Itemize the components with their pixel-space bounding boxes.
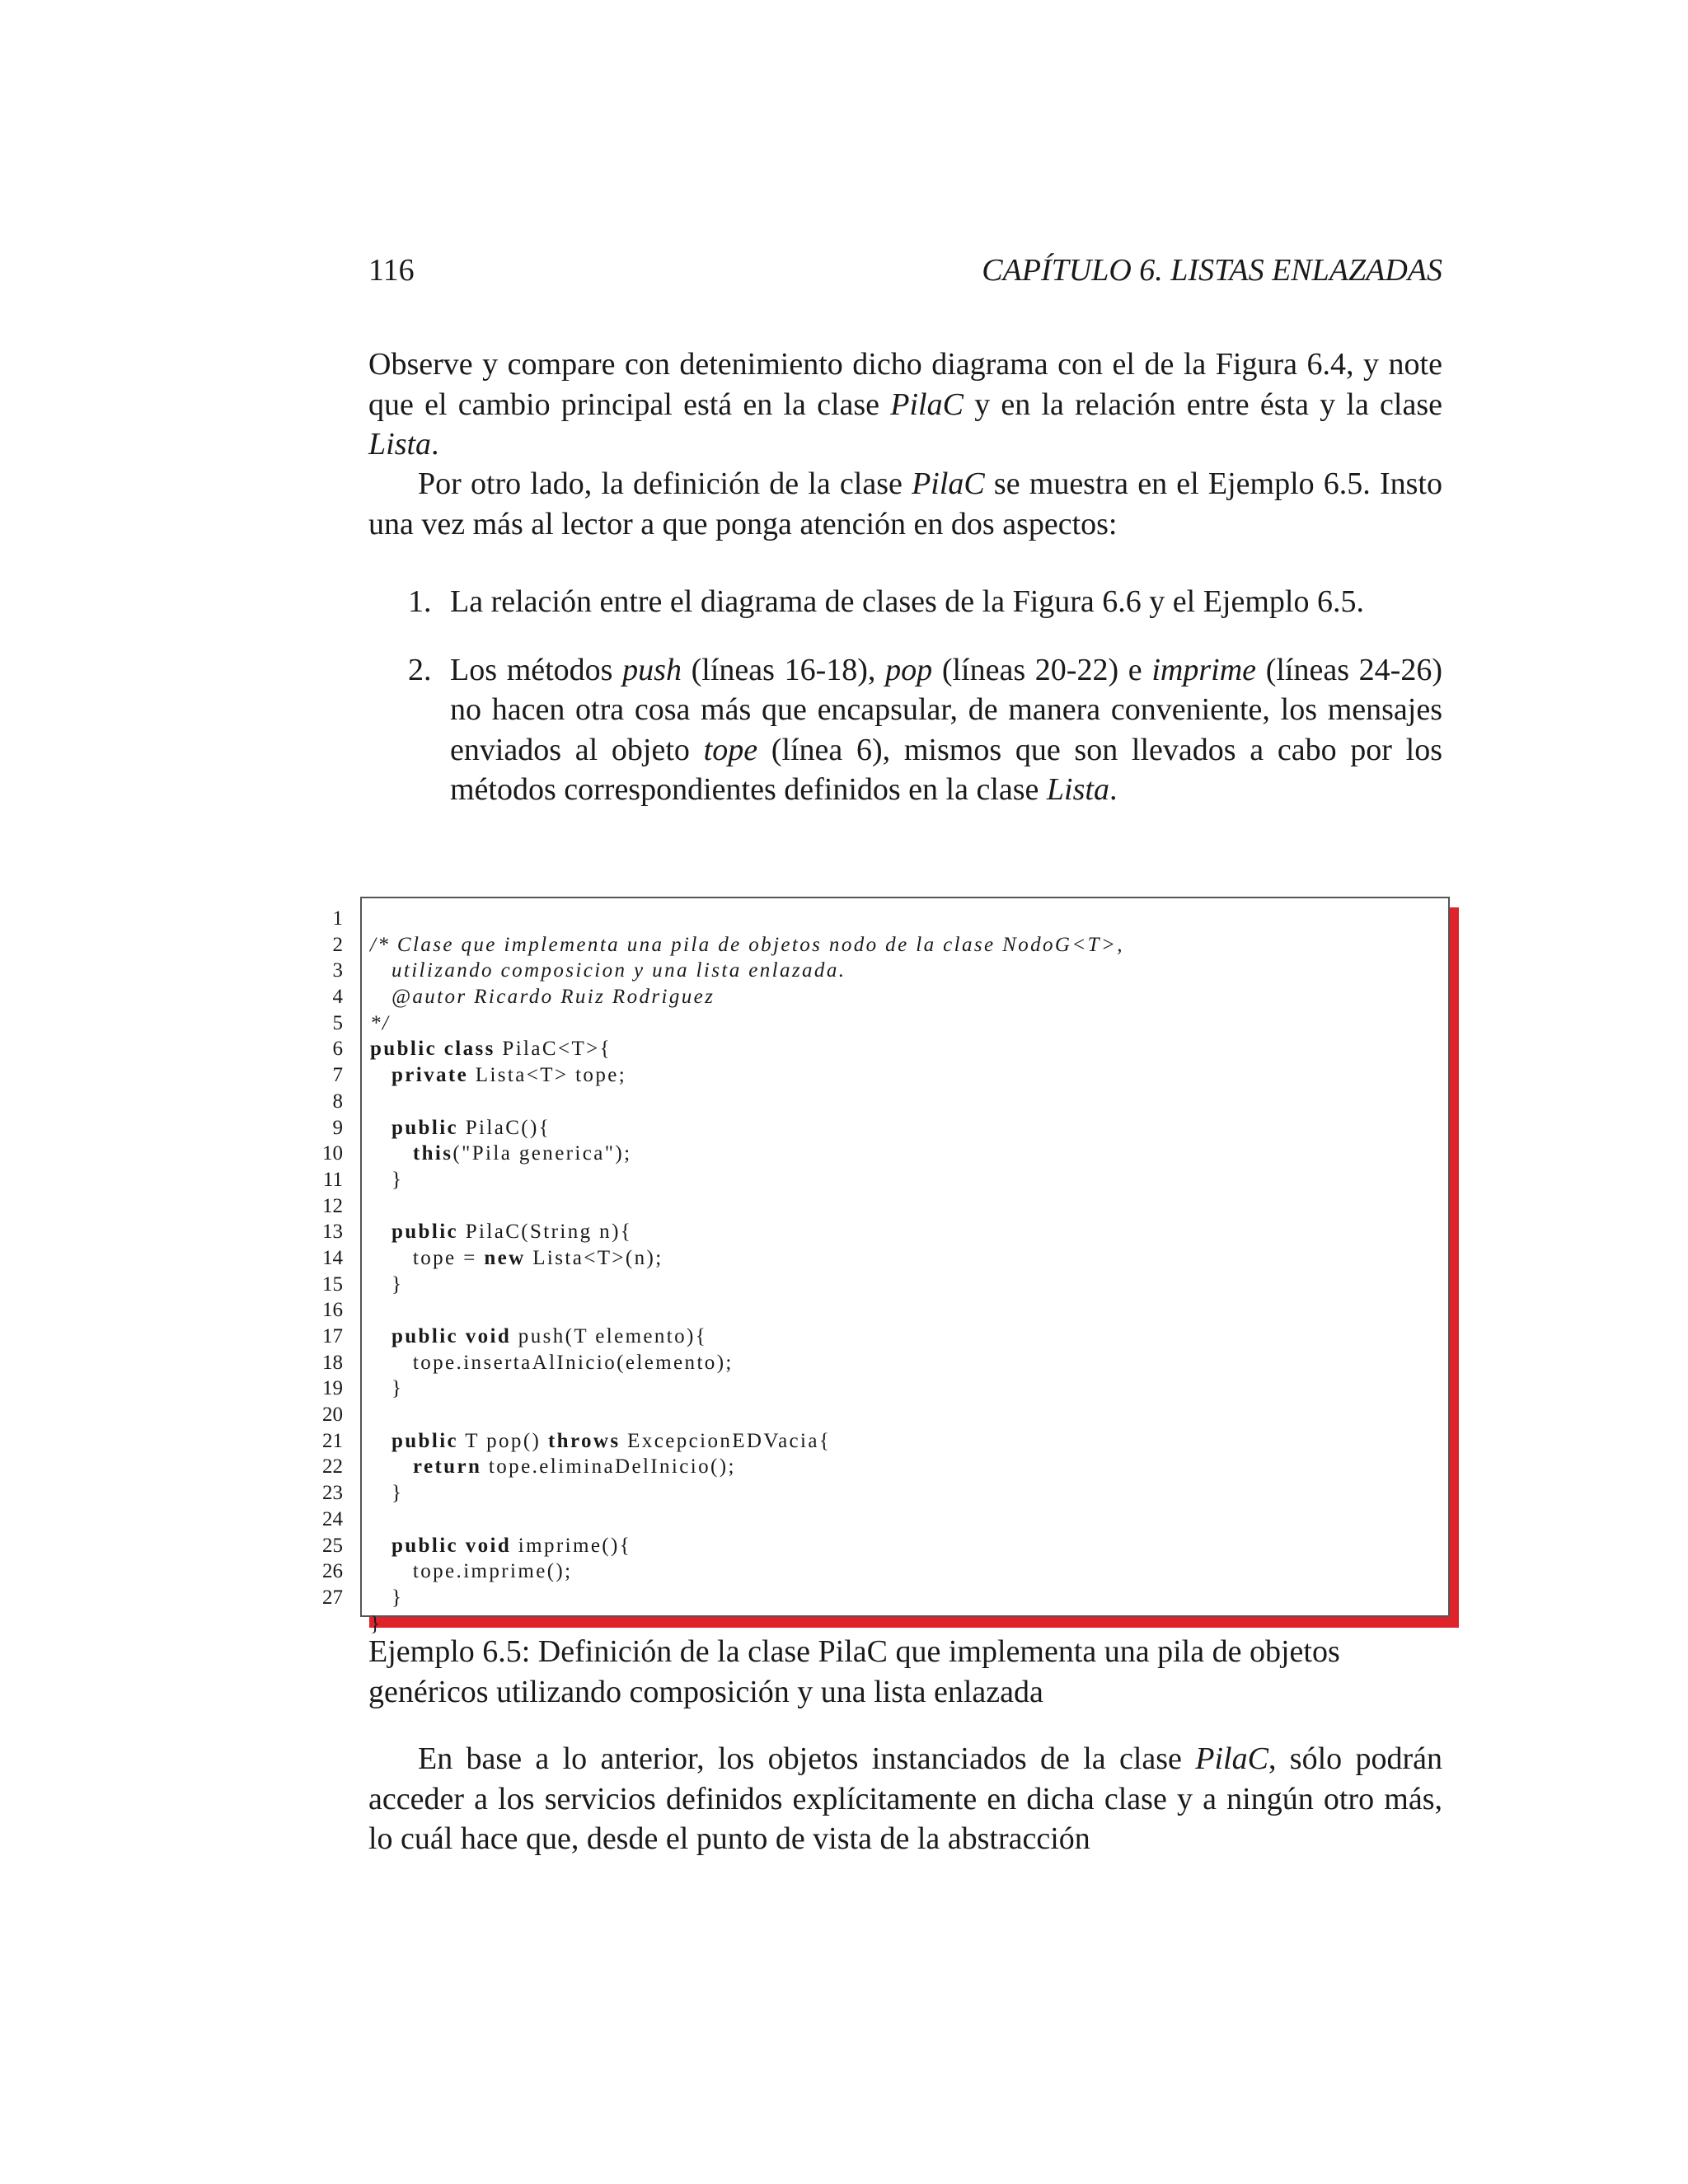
line-number: 17 bbox=[322, 1325, 343, 1347]
code-line bbox=[370, 1193, 1442, 1220]
code-line: } bbox=[370, 1377, 404, 1400]
code-line bbox=[370, 1089, 1442, 1115]
code-line: return tope.eliminaDelInicio(); bbox=[412, 1455, 736, 1479]
code-line: public class PilaC<T>{ bbox=[370, 1038, 612, 1061]
line-number: 20 bbox=[322, 1404, 343, 1427]
class-name-lista: Lista bbox=[368, 427, 432, 462]
line-number: 22 bbox=[322, 1455, 343, 1479]
code-line: } bbox=[370, 1586, 404, 1609]
code-line: tope.imprime(); bbox=[370, 1560, 573, 1583]
line-number: 3 bbox=[332, 959, 343, 982]
code-line: utilizando composicion y una lista enlazada. bbox=[370, 959, 846, 982]
paragraph-1: Observe y compare con detenimiento dicho diagrama con el de la Figura 6.4, y note que el cambio principal está en la clase PilaC y en la relación entre ésta y la clase Lista. bbox=[368, 347, 1442, 462]
line-number: 2 bbox=[332, 933, 343, 956]
page-number: 116 bbox=[368, 253, 415, 288]
line-number: 14 bbox=[322, 1246, 343, 1269]
enumerated-list bbox=[368, 582, 1442, 810]
line-number: 26 bbox=[322, 1560, 343, 1583]
code-line: public PilaC(String n){ bbox=[391, 1221, 633, 1244]
line-number: 6 bbox=[332, 1038, 343, 1061]
line-number: 21 bbox=[322, 1429, 343, 1452]
line-number: 24 bbox=[322, 1507, 343, 1530]
class-name-pilac: PilaC bbox=[1195, 1741, 1268, 1776]
list-item: 2. Los métodos push (líneas 16-18), pop (líneas 20-22) e imprime (líneas 24-26) no hacen otra cosa más que encapsular, de manera conveniente, los mensajes enviados al objeto tope (línea 6), mismos que son llevados a cabo por los métodos correspondientes definidos en la clase Lista. bbox=[368, 650, 1442, 810]
code-line: tope = new Lista<T>(n); bbox=[370, 1246, 663, 1269]
chapter-title: CAPÍTULO 6. LISTAS ENLAZADAS bbox=[982, 253, 1442, 288]
code-line: public PilaC(){ bbox=[391, 1116, 551, 1139]
line-number: 10 bbox=[322, 1142, 343, 1165]
line-number: 12 bbox=[322, 1194, 343, 1217]
code-line: } bbox=[370, 1482, 404, 1505]
list-item bbox=[368, 582, 1442, 622]
code-line: } bbox=[370, 1168, 404, 1191]
line-number: 23 bbox=[322, 1482, 343, 1505]
list-item-number: 2. bbox=[408, 652, 432, 687]
code-caption: Ejemplo 6.5: Definición de la clase PilaC que implementa una pila de objetos genéricos utilizando composición y una lista enlazada bbox=[368, 1634, 1340, 1709]
code-line: public T pop() throws ExcepcionEDVacia{ bbox=[391, 1429, 832, 1452]
line-number: 11 bbox=[322, 1168, 343, 1191]
line-number: 9 bbox=[332, 1116, 343, 1139]
code-line: */ bbox=[370, 1011, 391, 1034]
code-line: public void imprime(){ bbox=[391, 1534, 632, 1557]
code-listing bbox=[370, 906, 1442, 1690]
line-number: 8 bbox=[332, 1090, 343, 1113]
code-line: tope.insertaAlInicio(elemento); bbox=[370, 1351, 734, 1374]
code-line-numbers bbox=[307, 906, 343, 1611]
code-line: /* Clase que implementa una pila de objetos nodo de la clase NodoG<T>, bbox=[370, 933, 1124, 956]
line-number: 13 bbox=[322, 1221, 343, 1244]
class-name-pilac: PilaC bbox=[890, 387, 964, 422]
line-number: 19 bbox=[322, 1377, 343, 1400]
line-number: 1 bbox=[332, 907, 343, 930]
line-number: 18 bbox=[322, 1351, 343, 1374]
paragraph-2: Por otro lado, la definición de la clase PilaC se muestra en el Ejemplo 6.5. Insto una vez más al lector a que ponga atención en dos aspectos: bbox=[368, 466, 1442, 541]
line-number: 15 bbox=[322, 1272, 343, 1296]
line-number: 4 bbox=[332, 986, 343, 1009]
running-header bbox=[368, 252, 1442, 298]
line-number: 16 bbox=[322, 1299, 343, 1322]
line-number: 25 bbox=[322, 1534, 343, 1557]
code-line bbox=[370, 1402, 1442, 1428]
line-number: 5 bbox=[332, 1011, 343, 1034]
code-line: public void push(T elemento){ bbox=[391, 1325, 708, 1348]
code-line: @autor Ricardo Ruiz Rodriguez bbox=[370, 986, 715, 1009]
list-item-text: La relación entre el diagrama de clases de la Figura 6.6 y el Ejemplo 6.5. bbox=[450, 584, 1364, 619]
code-line bbox=[370, 1297, 1442, 1324]
code-line: private Lista<T> tope; bbox=[391, 1064, 627, 1087]
code-line: } bbox=[370, 1612, 382, 1635]
list-item-number: 1. bbox=[408, 584, 432, 619]
code-line: this("Pila generica"); bbox=[412, 1142, 632, 1165]
code-line bbox=[370, 1507, 1442, 1533]
line-number: 7 bbox=[332, 1064, 343, 1087]
paragraph-3: En base a lo anterior, los objetos instanciados de la clase PilaC, sólo podrán acceder a los servicios definidos explícitamente en dicha clase y a ningún otro más, lo cuál hace que, desde el punto de vista de la abstracción bbox=[368, 1741, 1442, 1856]
line-number: 27 bbox=[322, 1586, 343, 1609]
class-name-pilac: PilaC bbox=[912, 466, 985, 501]
code-line: } bbox=[370, 1272, 404, 1296]
